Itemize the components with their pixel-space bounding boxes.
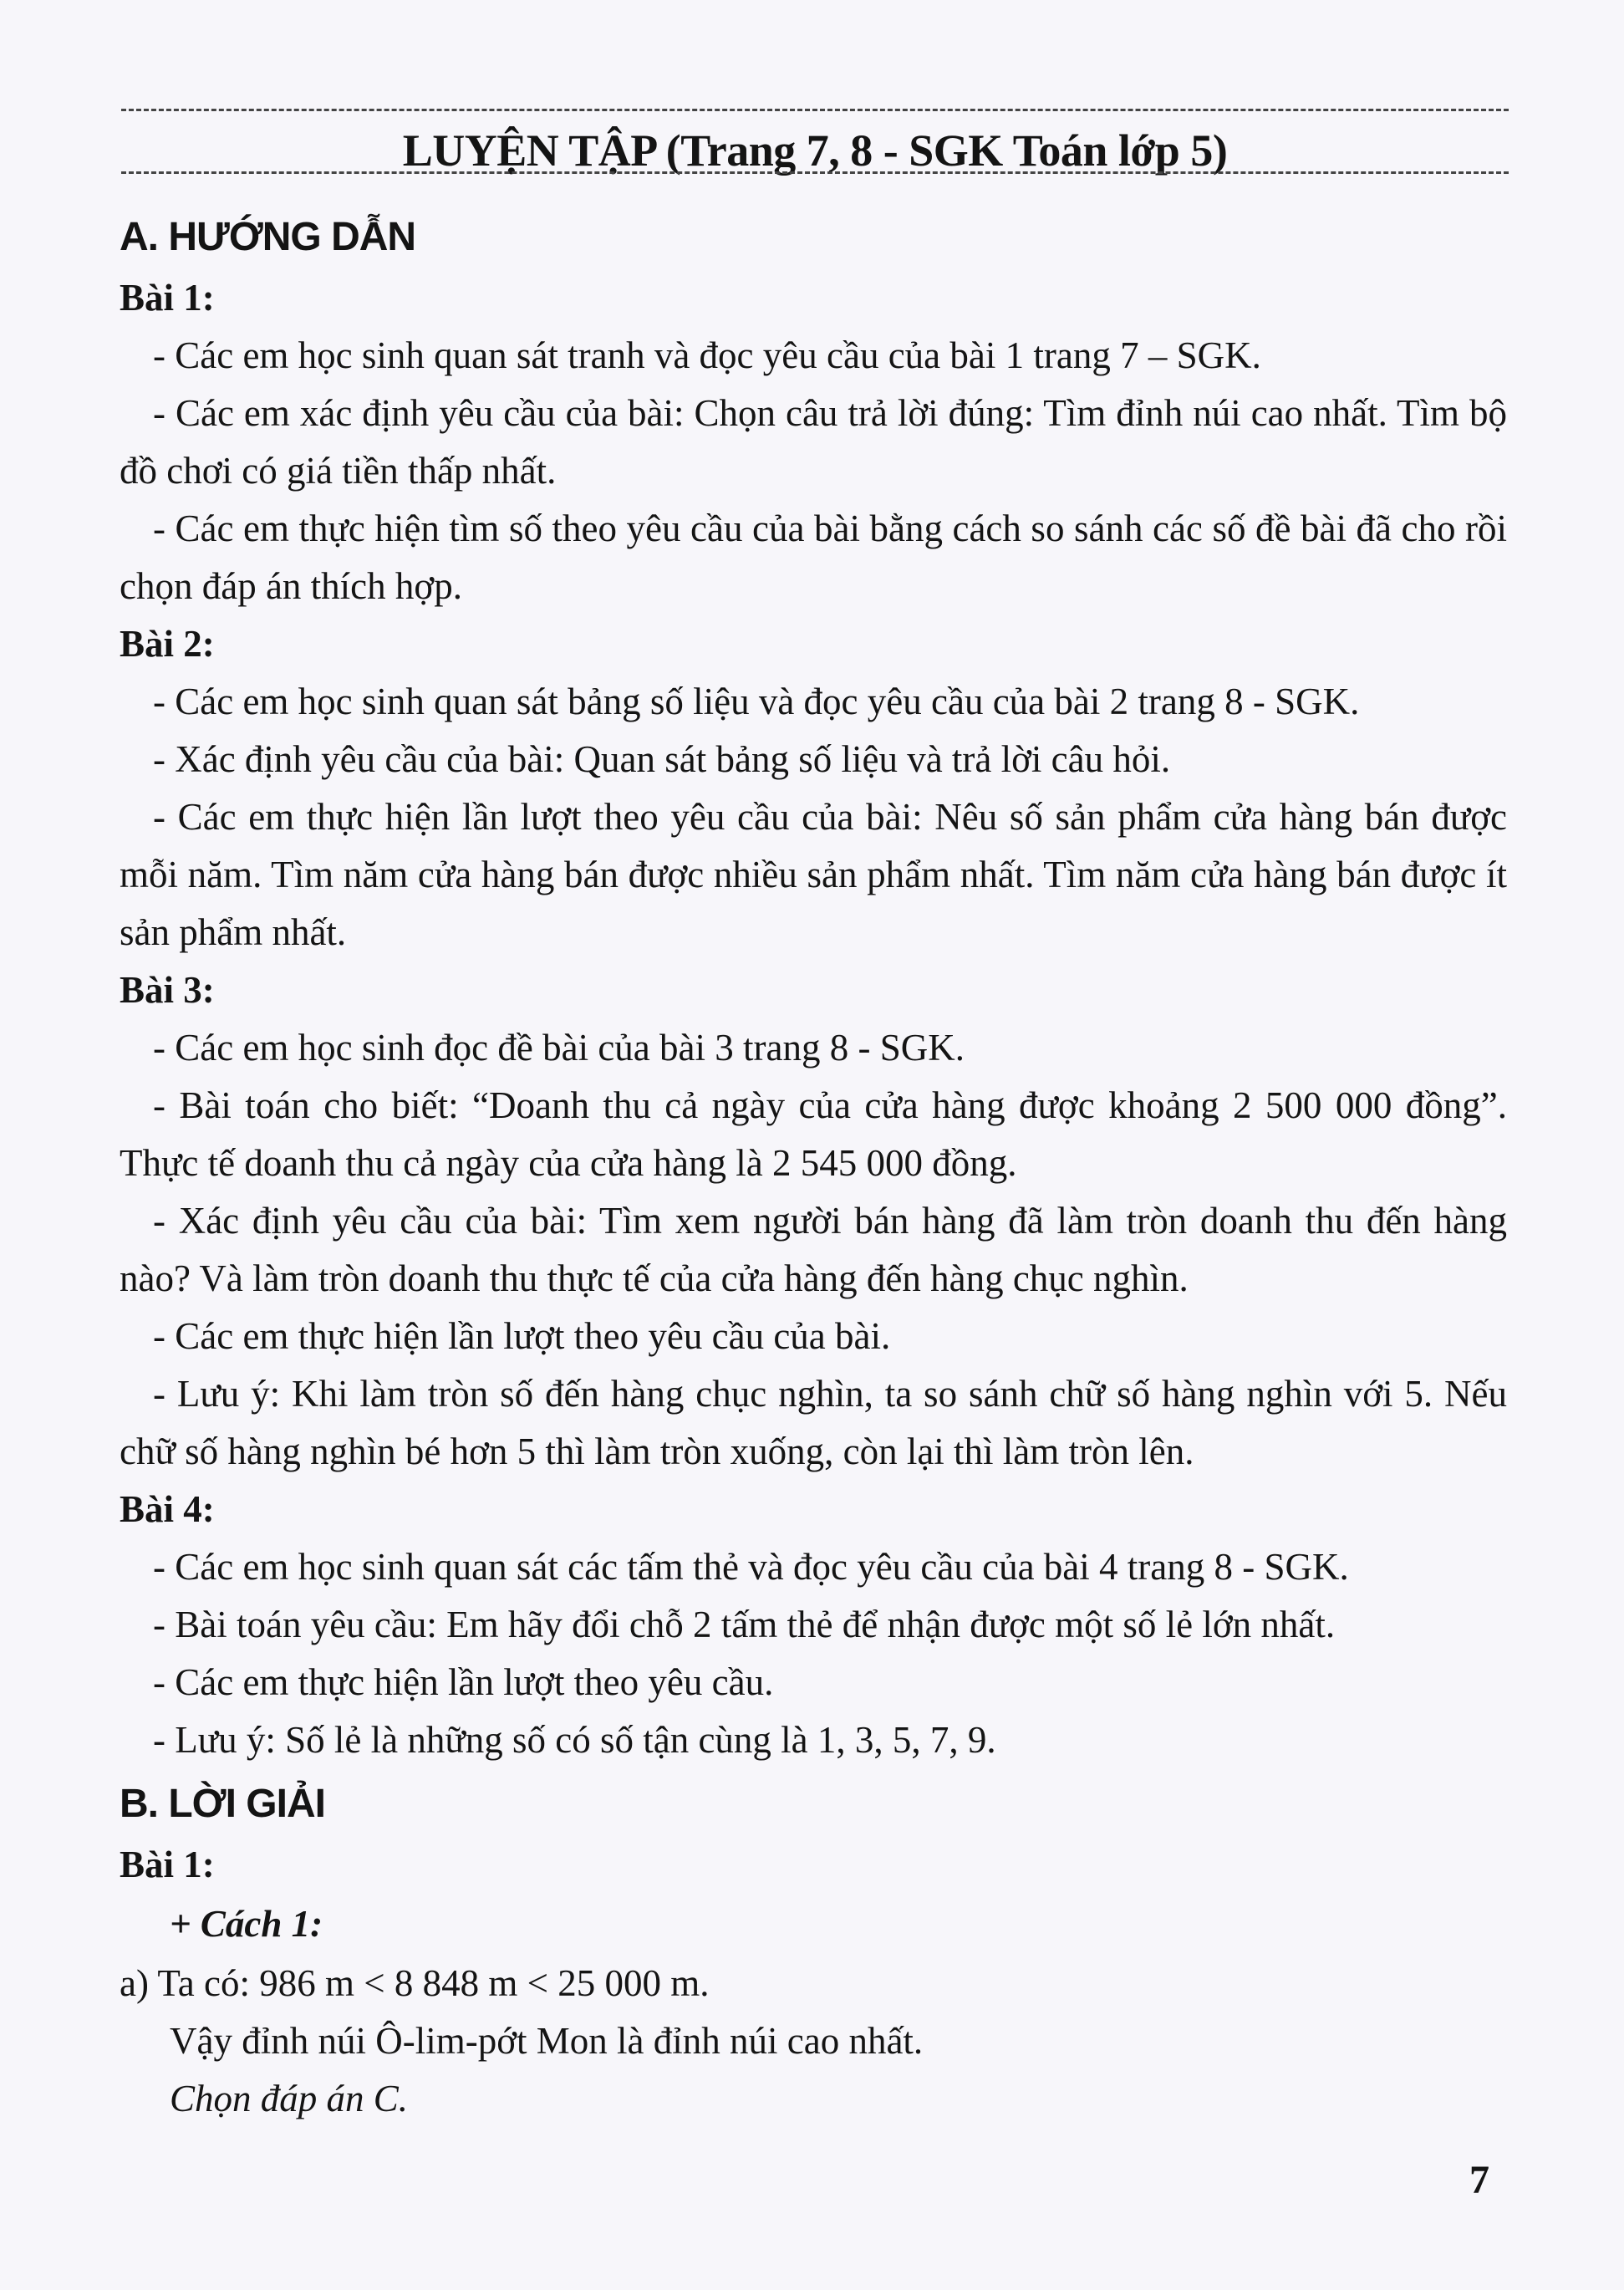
instruction-line: - Các em thực hiện lần lượt theo yêu cầu. bbox=[153, 1661, 774, 1703]
instruction-line: - Các em thực hiện tìm số theo yêu cầu của bài bằng cách so sánh các số đề bài đã cho rồi chọn đáp án thích hợp. bbox=[120, 507, 1507, 607]
instruction-line: - Các em xác định yêu cầu của bài: Chọn câu trả lời đúng: Tìm đỉnh núi cao nhất. Tìm bộ đồ chơi có giá tiền thấp nhất. bbox=[120, 392, 1507, 492]
instruction-line: - Các em thực hiện lần lượt theo yêu cầu của bài. bbox=[153, 1315, 891, 1357]
exercise-label: Bài 3: bbox=[120, 969, 215, 1011]
method-label: + Cách 1: bbox=[170, 1903, 323, 1945]
exercise-label: Bài 1: bbox=[120, 1844, 215, 1885]
exercise-label: Bài 4: bbox=[120, 1488, 215, 1530]
instruction-line: - Lưu ý: Số lẻ là những số có số tận cùng là 1, 3, 5, 7, 9. bbox=[153, 1719, 996, 1761]
instruction-line: - Xác định yêu cầu của bài: Quan sát bảng số liệu và trả lời câu hỏi. bbox=[153, 738, 1171, 780]
section-a-heading: A. HƯỚNG DẪN bbox=[120, 215, 416, 259]
instruction-line: - Các em học sinh quan sát bảng số liệu và đọc yêu cầu của bài 2 trang 8 - SGK. bbox=[153, 681, 1360, 722]
instruction-line: - Bài toán cho biết: “Doanh thu cả ngày của cửa hàng được khoảng 2 500 000 đồng”. Thực tế doanh thu cả ngày của cửa hàng là 2 545 000 đồng. bbox=[120, 1084, 1507, 1184]
top-dashed-rule bbox=[121, 109, 1509, 111]
exercise-label: Bài 1: bbox=[120, 277, 215, 319]
section-b-heading: B. LỜI GIẢI bbox=[120, 1782, 325, 1826]
page-title: LUYỆN TẬP (Trang 7, 8 - SGK Toán lớp 5) bbox=[402, 125, 1228, 176]
instruction-line: - Xác định yêu cầu của bài: Tìm xem người bán hàng đã làm tròn doanh thu đến hàng nào? Và làm tròn doanh thu thực tế của cửa hàng đến hàng chục nghìn. bbox=[120, 1200, 1507, 1299]
solution-line: a) Ta có: 986 m < 8 848 m < 25 000 m. bbox=[120, 1962, 710, 2004]
title-dashed-rule bbox=[121, 171, 1509, 174]
solution-answer: Chọn đáp án C. bbox=[170, 2078, 409, 2119]
instruction-line: - Các em học sinh quan sát tranh và đọc yêu cầu của bài 1 trang 7 – SGK. bbox=[153, 334, 1261, 376]
page-number: 7 bbox=[1469, 2158, 1489, 2202]
section-a-exercises bbox=[120, 269, 1507, 1769]
solution-conclusion: Vậy đỉnh núi Ô-lim-pớt Mon là đỉnh núi cao nhất. bbox=[170, 2020, 924, 2062]
instruction-line: - Các em thực hiện lần lượt theo yêu cầu của bài: Nêu số sản phẩm cửa hàng bán được mỗi năm. Tìm năm cửa hàng bán được nhiều sản phẩm nhất. Tìm năm cửa hàng bán được ít sản phẩm nhất. bbox=[120, 796, 1507, 953]
exercise-label: Bài 2: bbox=[120, 623, 215, 665]
instruction-line: - Lưu ý: Khi làm tròn số đến hàng chục nghìn, ta so sánh chữ số hàng nghìn với 5. Nếu chữ số hàng nghìn bé hơn 5 thì làm tròn xuống, còn lại thì làm tròn lên. bbox=[120, 1373, 1507, 1472]
instruction-line: - Bài toán yêu cầu: Em hãy đổi chỗ 2 tấm thẻ để nhận được một số lẻ lớn nhất. bbox=[153, 1604, 1336, 1645]
instruction-line: - Các em học sinh quan sát các tấm thẻ và đọc yêu cầu của bài 4 trang 8 - SGK. bbox=[153, 1546, 1349, 1588]
page-content bbox=[120, 206, 1507, 2128]
instruction-line: - Các em học sinh đọc đề bài của bài 3 trang 8 - SGK. bbox=[153, 1027, 965, 1068]
